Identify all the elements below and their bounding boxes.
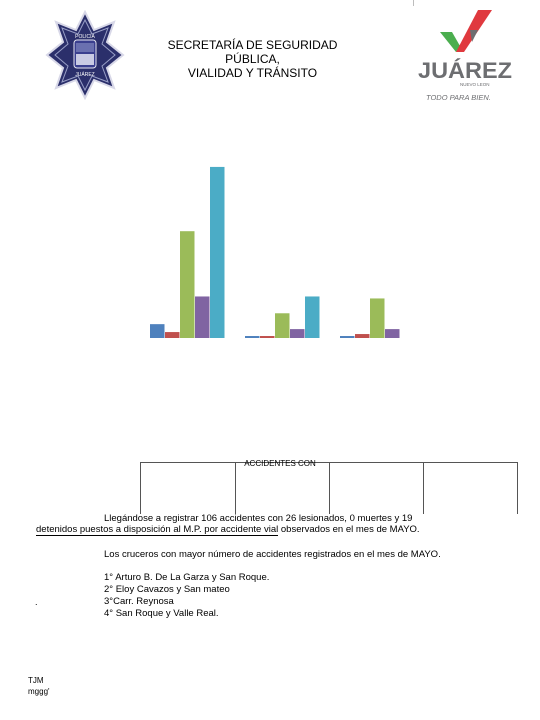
list-marker: . xyxy=(35,597,38,607)
summary-paragraph xyxy=(36,513,496,535)
crossing-item: 1° Arturo B. De La Garza y San Roque. xyxy=(104,572,270,583)
bar-group1-series2 xyxy=(165,332,180,338)
bar-group1-series5 xyxy=(210,167,225,338)
typist-initials: mggg' xyxy=(28,687,50,696)
table-header-text: ACCIDENTES CON xyxy=(244,459,316,468)
header-title-line: PÚBLICA, xyxy=(225,52,280,66)
bar-group1-series1 xyxy=(150,324,165,338)
logo-check-green xyxy=(440,32,460,52)
bar-group1-series3 xyxy=(180,231,195,338)
bar-group3-series1 xyxy=(340,336,355,338)
table-column-divider xyxy=(329,463,330,514)
chart-bars xyxy=(150,167,400,338)
bar-group2-series2 xyxy=(260,336,275,338)
badge-text: POLICÍA xyxy=(75,34,95,40)
bar-group1-series4 xyxy=(195,296,210,338)
accidents-bar-chart xyxy=(140,150,400,350)
logo-state: NUEVO LEON xyxy=(460,82,490,87)
bar-group2-series5 xyxy=(305,296,320,338)
crossing-item: 3°Carr. Reynosa xyxy=(104,596,174,607)
municipality-logo xyxy=(412,6,522,104)
summary-line-2-rest: observados en el mes de MAYO. xyxy=(278,524,420,535)
header-title xyxy=(150,38,355,80)
crossing-item: 4° San Roque y Valle Real. xyxy=(104,608,219,619)
table-column-divider xyxy=(235,463,236,514)
header-title-line: VIALIDAD Y TRÁNSITO xyxy=(187,66,318,80)
author-initials: TJM xyxy=(28,676,44,685)
bar-group2-series3 xyxy=(275,313,290,338)
header-title-line: SECRETARÍA DE SEGURIDAD xyxy=(167,38,338,52)
summary-line-2-underlined: detenidos puestos a disposición al M.P. por accidente vial xyxy=(36,524,279,535)
logo-name: JUÁREZ xyxy=(418,58,512,83)
bar-group2-series1 xyxy=(245,336,260,338)
bar-group3-series4 xyxy=(385,329,400,338)
summary-line-1: Llegándose a registrar 106 accidentes con 26 lesionados, 0 muertes y 19 xyxy=(104,513,413,524)
crossings-list xyxy=(104,572,269,620)
accidents-table xyxy=(140,462,518,514)
police-badge-logo xyxy=(45,10,125,100)
bar-group3-series3 xyxy=(370,298,385,338)
bar-group2-series4 xyxy=(290,329,305,338)
table-column-divider xyxy=(423,463,424,514)
bar-group3-series2 xyxy=(355,334,370,338)
table-header xyxy=(238,458,322,468)
crossing-item: 2° Eloy Cavazos y San mateo xyxy=(104,584,230,595)
logo-slogan: TODO PARA BIEN. xyxy=(426,93,491,102)
badge-lower-text: JUÁREZ xyxy=(75,72,95,78)
crossings-intro: Los cruceros con mayor número de accidentes registrados en el mes de MAYO. xyxy=(104,549,441,560)
